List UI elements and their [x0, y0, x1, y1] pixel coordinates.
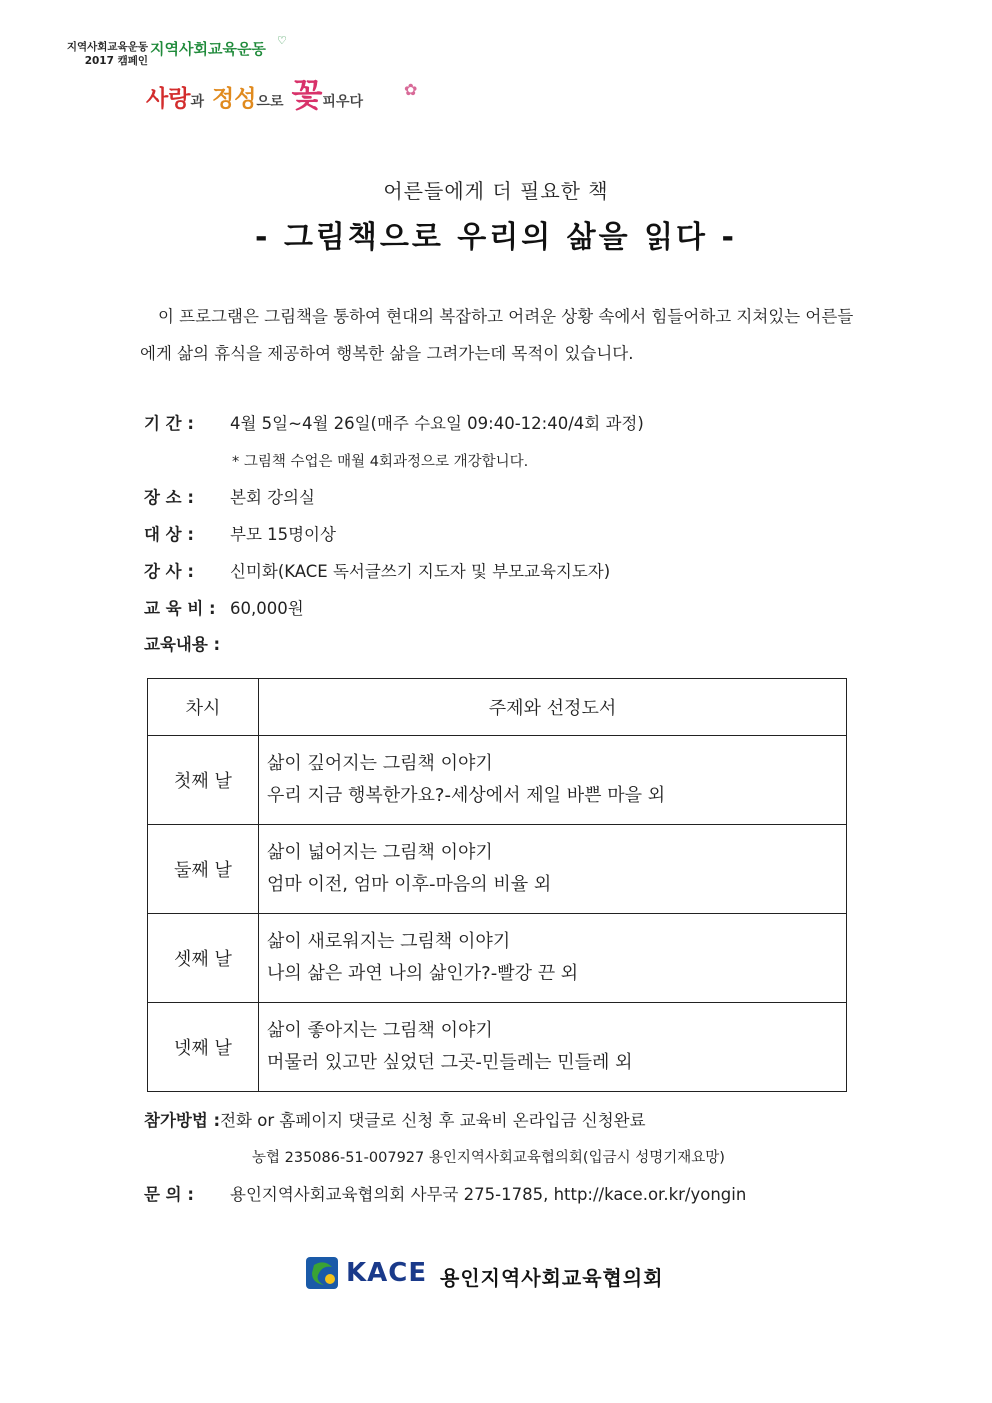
- content-label: 교육내용 :: [144, 635, 221, 654]
- contact-row: [144, 1181, 746, 1205]
- heart-icon: ♡: [277, 34, 287, 47]
- target-row: [144, 521, 336, 545]
- lecturer-value: 신미화(KACE 독서글쓰기 지도자 및 부모교육지도자): [230, 562, 611, 581]
- table-row: [148, 825, 847, 914]
- slogan-flower: 꽃: [291, 76, 323, 114]
- place-label: 장 소 :: [144, 488, 194, 507]
- topic-line2: 엄마 이전, 엄마 이후-마음의 비율 외: [267, 874, 552, 895]
- kace-logo: [306, 1255, 427, 1291]
- campaign-mid-text: 지역사회교육운동: [150, 40, 266, 58]
- period-row: [144, 410, 644, 434]
- organization-name: 용인지역사회교육협의회: [440, 1266, 664, 1290]
- apply-row: [144, 1107, 646, 1131]
- document-title: - 그림책으로 우리의 삶을 읽다 -: [255, 220, 737, 255]
- session-topic: [259, 1003, 847, 1092]
- campaign-left-text: [48, 40, 148, 68]
- table-row: [148, 1003, 847, 1092]
- period-value: 4월 5일~4월 26일(매주 수요일 09:40-12:40/4회 과정): [230, 414, 644, 433]
- topic-line2: 나의 삶은 과연 나의 삶인가?-빨강 끈 외: [267, 963, 579, 984]
- topic-line1: 삶이 새로워지는 그림책 이야기: [267, 931, 511, 952]
- lecturer-row: [144, 558, 610, 582]
- session-day: 셋째 날: [148, 914, 259, 1003]
- table-row: [148, 736, 847, 825]
- curriculum-table: [147, 678, 847, 1092]
- campaign-left-line2: 2017 캠페인: [84, 55, 148, 67]
- session-day: 첫째 날: [148, 736, 259, 825]
- fee-value: 60,000원: [230, 599, 304, 618]
- session-topic: [259, 914, 847, 1003]
- topic-line2: 우리 지금 행복한가요?-세상에서 제일 바쁜 마을 외: [267, 785, 666, 806]
- table-row: [148, 914, 847, 1003]
- session-topic: [259, 736, 847, 825]
- slogan-bloom: 피우다: [322, 94, 363, 110]
- apply-value: 전화 or 홈페이지 댓글로 신청 후 교육비 온라입금 신청완료: [220, 1111, 646, 1130]
- kace-logo-text: KACE: [346, 1258, 428, 1288]
- target-value: 부모 15명이상: [230, 525, 336, 544]
- lecturer-label: 강 사 :: [144, 562, 194, 581]
- document-subtitle: 어른들에게 더 필요한 책: [383, 179, 609, 203]
- slogan-with: 으로: [256, 94, 284, 110]
- table-header-row: [148, 679, 847, 736]
- topic-line1: 삶이 넓어지는 그림책 이야기: [267, 842, 493, 863]
- header-topic: 주제와 선정도서: [259, 679, 847, 736]
- kace-emblem-icon: [306, 1255, 342, 1291]
- bank-account: 농협 235086-51-007927 용인지역사회교육협의회(입금시 성명기재요망): [252, 1150, 725, 1166]
- contact-value: 용인지역사회교육협의회 사무국 275-1785, http://kace.or.kr/yongin: [230, 1185, 747, 1204]
- apply-label: 참가방법 :: [144, 1111, 221, 1130]
- session-day: 둘째 날: [148, 825, 259, 914]
- place-value: 본회 강의실: [230, 488, 315, 507]
- fee-label: 교 육 비 :: [144, 599, 216, 618]
- topic-line1: 삶이 좋아지는 그림책 이야기: [267, 1020, 493, 1041]
- intro-paragraph: 이 프로그램은 그림책을 통하여 현대의 복잡하고 어려운 상황 속에서 힘들어하고 지쳐있는 어른들에게 삶의 휴식을 제공하여 행복한 삶을 그려가는데 목적이 있습니다.: [140, 307, 854, 363]
- content-row: [144, 631, 220, 655]
- session-day: 넷째 날: [148, 1003, 259, 1092]
- campaign-left-line1: 지역사회교육운동: [66, 41, 148, 53]
- contact-label: 문 의 :: [144, 1185, 194, 1204]
- slogan-and: 과: [190, 94, 204, 110]
- topic-line1: 삶이 깊어지는 그림책 이야기: [267, 753, 493, 774]
- period-note: * 그림책 수업은 매월 4회과정으로 개강합니다.: [232, 454, 529, 470]
- session-topic: [259, 825, 847, 914]
- slogan-love: 사랑: [146, 86, 191, 112]
- target-label: 대 상 :: [144, 525, 194, 544]
- slogan-sincerity: 정성: [211, 86, 257, 112]
- place-row: [144, 484, 315, 508]
- topic-line2: 머물러 있고만 싶었던 그곳-민들레는 민들레 외: [267, 1052, 633, 1073]
- flower-icon: ✿: [404, 80, 418, 99]
- header-session: 차시: [148, 679, 259, 736]
- campaign-slogan: [146, 70, 363, 116]
- fee-row: [144, 595, 304, 619]
- period-label: 기 간 :: [144, 414, 194, 433]
